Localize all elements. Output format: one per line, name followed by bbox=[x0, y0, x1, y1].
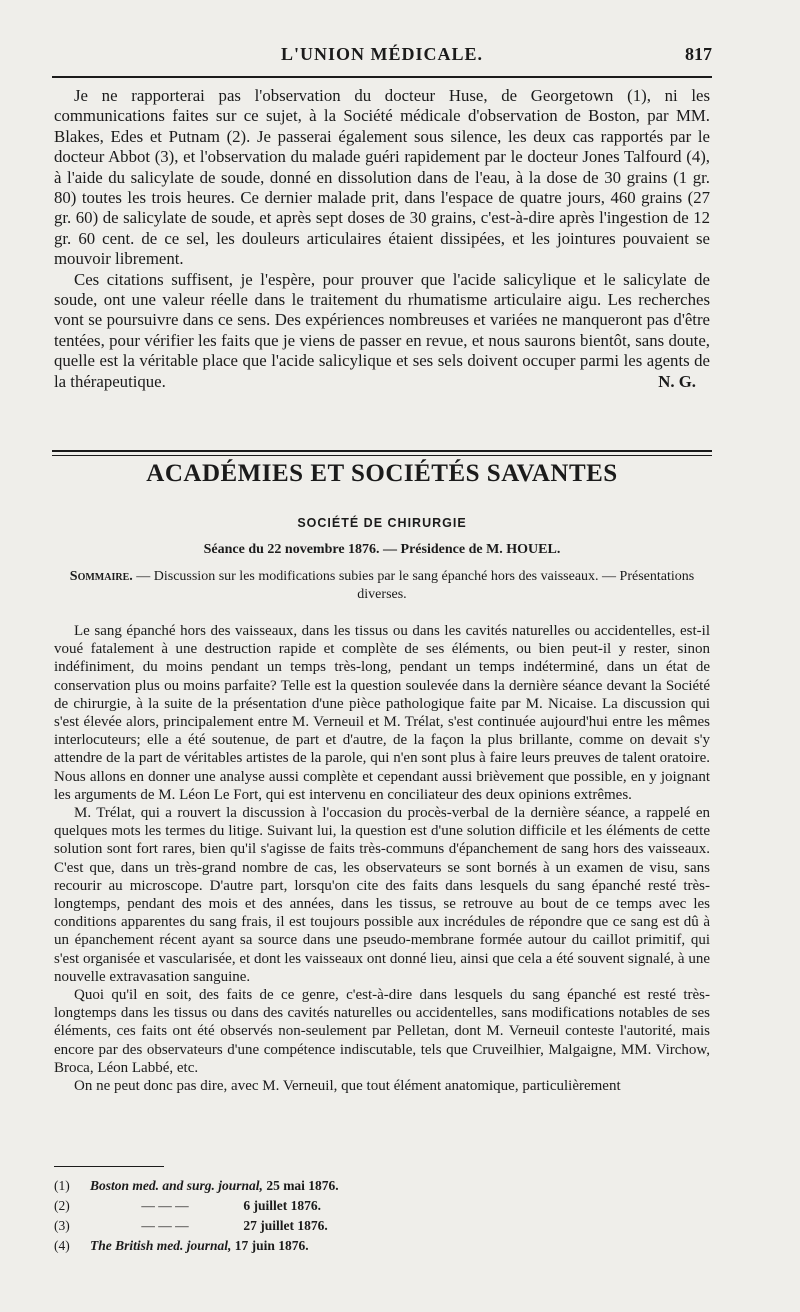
footnote-date: 25 mai 1876. bbox=[266, 1178, 339, 1193]
footnote bbox=[54, 1196, 710, 1216]
society-heading: SOCIÉTÉ DE CHIRURGIE bbox=[297, 516, 467, 530]
summary-lead: Sommaire. bbox=[69, 569, 133, 584]
summary-text: — Discussion sur les modifications subies par le sang épanché hors des vaisseaux. — Présentations diverses. bbox=[132, 569, 695, 602]
header-rule bbox=[52, 76, 712, 78]
footnotes bbox=[54, 1176, 710, 1256]
running-head bbox=[52, 44, 712, 74]
footnote-date: 27 juillet 1876. bbox=[243, 1218, 328, 1233]
paragraph: M. Trélat, qui a rouvert la discussion à l'occasion du procès-verbal de la dernière séance, a rappelé en quelques mots les termes du litige. Suivant lui, la question est d'une solution difficile et les éléments de cette solution sont fort rares, bien qu'il s'agisse de faits très-communs d'épanchement de sang hors des vaisseaux. C'est que, dans un très-grand nombre de cas, les observateurs se sont bornés à un examen de visu, sans recourir au microscope. D'autre part, lorsqu'on cite des faits dans lesquels du sang épanché resté très-longtemps, pendant des mois et des années, dans les tissus, se retrouve au bout de ce temps avec les conditions apparentes du sang frais, il est toujours possible aux incrédules de répondre que ce sang est dû à un épanchement récent ayant sa source dans une pseudo-membrane formée autour du caillot primitif, qui s'est organisée et vascularisée, et dont les vaisseaux ont donné lieu, ainsi que cela a été souvent signalé, à une nouvelle extravasation sanguine. bbox=[54, 805, 710, 985]
article-conclusion bbox=[54, 86, 710, 392]
footnote-date: 17 juin 1876. bbox=[234, 1238, 309, 1253]
section-rule-top bbox=[52, 450, 712, 452]
footnote-number: (2) bbox=[54, 1198, 70, 1213]
paragraph: Quoi qu'il en soit, des faits de ce genre, c'est-à-dire dans lesquels du sang épanché est resté très-longtemps dans les tissus ou dans des cavités naturelles ou accidentelles, sans modifications notables de ses éléments, ces faits ont été observés non-seulement par Pelletan, dont M. Verneuil conteste l'autorité, mais encore par des observateurs d'une compétence indiscutable, tels que Cruveilhier, Malgaigne, MM. Virchow, Broca, Léon Labbé, etc. bbox=[54, 987, 710, 1076]
footnote-source: — — — bbox=[141, 1218, 189, 1233]
paragraph: Je ne rapporterai pas l'observation du docteur Huse, de Georgetown (1), ni les communications faites sur ce sujet, à la Société médicale d'observation de Boston, par MM. Blakes, Edes et Putnam (2). Je passerai également sous silence, les deux cas rapportés par le docteur Abbot (3), et l'observation du malade guéri rapidement par le docteur Jones Talfourd (4), à l'aide du salicylate de soude, donné en dissolution dans de l'eau, à la dose de 30 grains (1 gr. 80) toutes les trois heures. Ce dernier malade prit, dans l'espace de quatre jours, 460 grains (27 gr. 60) de salicylate de soude, et après sept doses de 30 grains, c'est-à-dire après l'ingestion de 12 gr. 60 cent. de ce sel, les douleurs articulaires étaient dissipées, et les jointures pouvaient se mouvoir librement. bbox=[54, 86, 710, 269]
footnote-number: (4) bbox=[54, 1238, 70, 1253]
paragraph: Le sang épanché hors des vaisseaux, dans les tissus ou dans les cavités naturelles ou accidentelles, est-il voué fatalement à une destruction rapide et complète de ses éléments, ou bien peut-il y rester, sinon indéfiniment, du moins pendant un temps très-long, pendant un temps indéterminé, dans un état de conservation plus ou moins parfaite? Telle est la question soulevée dans la dernière séance devant la Société de chirurgie, à la suite de la présentation d'une pièce pathologique faite par M. Nicaise. La discussion qui s'est élevée alors, principalement entre M. Verneuil et M. Trélat, s'est continuée aujourd'hui entre les mêmes interlocuteurs; elle a été soutenue, de part et d'autre, de la façon la plus brillante, comme on devait s'y attendre de la part de véritables artistes de la parole, qui n'en sont plus à faire leurs preuves de talent oratoire. Nous allons en donner une analyse aussi complète et cependant aussi brièvement que possible, en y joignant les arguments de M. Léon Le Fort, qui est intervenu en conciliateur des deux opinions extrêmes. bbox=[54, 623, 710, 803]
paragraph bbox=[54, 270, 710, 392]
section-title: ACADÉMIES ET SOCIÉTÉS SAVANTES bbox=[146, 460, 618, 487]
footnote-rule bbox=[54, 1166, 164, 1167]
footnote-number: (3) bbox=[54, 1218, 70, 1233]
journal-title: L'UNION MÉDICALE. bbox=[280, 44, 484, 64]
footnote bbox=[54, 1216, 710, 1236]
summary bbox=[54, 568, 710, 604]
footnote bbox=[54, 1176, 710, 1196]
paragraph: On ne peut donc pas dire, avec M. Verneuil, que tout élément anatomique, particulièrement bbox=[74, 1078, 621, 1095]
footnote bbox=[54, 1236, 710, 1256]
footnote-source: Boston med. and surg. journal, bbox=[90, 1178, 263, 1193]
paragraph-text: Ces citations suffisent, je l'espère, pour prouver que l'acide salicylique et le salicylate de soude, ont une valeur réelle dans le traitement du rhumatisme articulaire aigu. Les recherches vont se poursuivre dans ce sens. Des expériences nombreuses et variées ne manqueront pas d'être tentées, pour vérifier les faits que je viens de passer en revue, et nous saurons bientôt, sans doute, quelle est la véritable place que l'acide salicylique et ses sels doivent occuper parmi les agents de la thérapeutique. bbox=[54, 269, 710, 391]
signature: N. G. bbox=[658, 371, 696, 391]
section-rule-top-thin bbox=[52, 455, 712, 456]
footnote-number: (1) bbox=[54, 1178, 70, 1193]
session-heading: Séance du 22 novembre 1876. — Présidence de M. HOUEL. bbox=[203, 542, 561, 557]
session-report bbox=[54, 622, 710, 1095]
footnote-source: The British med. journal, bbox=[90, 1238, 232, 1253]
footnote-source: — — — bbox=[141, 1198, 189, 1213]
page-number: 817 bbox=[685, 44, 712, 64]
footnote-date: 6 juillet 1876. bbox=[243, 1198, 321, 1213]
